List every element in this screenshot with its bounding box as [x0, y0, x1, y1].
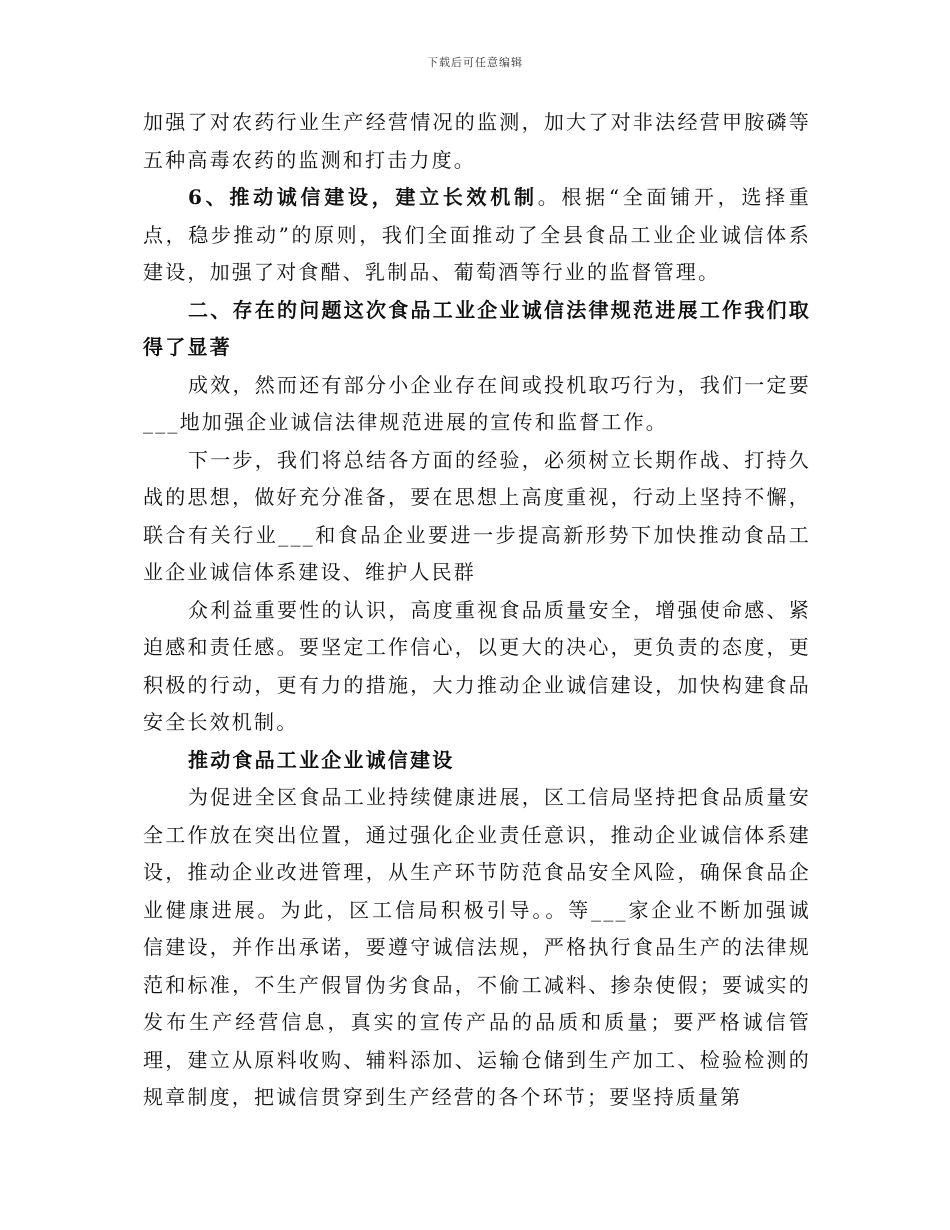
page-header: 下载后可任意编辑	[427, 56, 523, 69]
paragraph-1	[143, 104, 811, 179]
paragraph-4	[143, 367, 811, 442]
section-heading	[143, 292, 811, 367]
paragraph-text: 。根据“全面铺开，选择重点，稳步推动”的原则，我们全面推动了全县食品工业企业诚信体系建设，加强了对食醋、乳制品、葡萄酒等行业的监督管理。	[143, 185, 812, 284]
section-heading-text: 二、存在的问题这次食品工业企业诚信法律规范进展工作我们取得了显著	[143, 297, 811, 359]
paragraph-text: 成效，然而还有部分小企业存在间或投机取巧行为，我们一定要___地加强企业诚信法律规范进展的宣传和监督工作。	[143, 372, 811, 434]
paragraph-2	[143, 179, 811, 292]
paragraph-text: 众利益重要性的认识，高度重视食品质量安全，增强使命感、紧迫感和责任感。要坚定工作信心，以更大的决心，更负责的态度，更积极的行动，更有力的措施，大力推动企业诚信建设，加快构建食品安全长效机制。	[143, 597, 811, 734]
subsection-heading-text: 推动食品工业企业诚信建设	[188, 747, 455, 772]
paragraph-5	[143, 442, 811, 592]
paragraph-8	[143, 779, 811, 1117]
document-body	[143, 104, 811, 1117]
paragraph-text: 加强了对农药行业生产经营情况的监测，加大了对非法经营甲胺磷等五种高毒农药的监测和打击力度。	[143, 110, 811, 172]
paragraph-text: 下一步，我们将总结各方面的经验，必须树立长期作战、打持久战的思想，做好充分准备，要在思想上高度重视，行动上坚持不懈，联合有关行业___和食品企业要进一步提高新形势下加快推动食品工业企业诚信体系建设、维护人民群	[143, 447, 811, 584]
paragraph-text: 为促进全区食品工业持续健康进展，区工信局坚持把食品质量安全工作放在突出位置，通过强化企业责任意识，推动企业诚信体系建设，推动企业改进管理，从生产环节防范食品安全风险，确保食品企业健康进展。为此，区工信局积极引导。。等___家企业不断加强诚信建设，并作出承诺，要遵守诚信法规，严格执行食品生产的法律规范和标准，不生产假冒伪劣食品，不偷工减料、掺杂使假；要诚实的发布生产经营信息，真实的宣传产品的品质和质量；要严格诚信管理，建立从原料收购、辅料添加、运输仓储到生产加工、检验检测的规章制度，把诚信贯穿到生产经营的各个环节；要坚持质量第	[143, 785, 811, 1109]
paragraph-bold-lead: 6、推动诚信建设，建立长效机制	[188, 185, 538, 209]
subsection-heading	[143, 742, 811, 780]
paragraph-6	[143, 592, 811, 742]
